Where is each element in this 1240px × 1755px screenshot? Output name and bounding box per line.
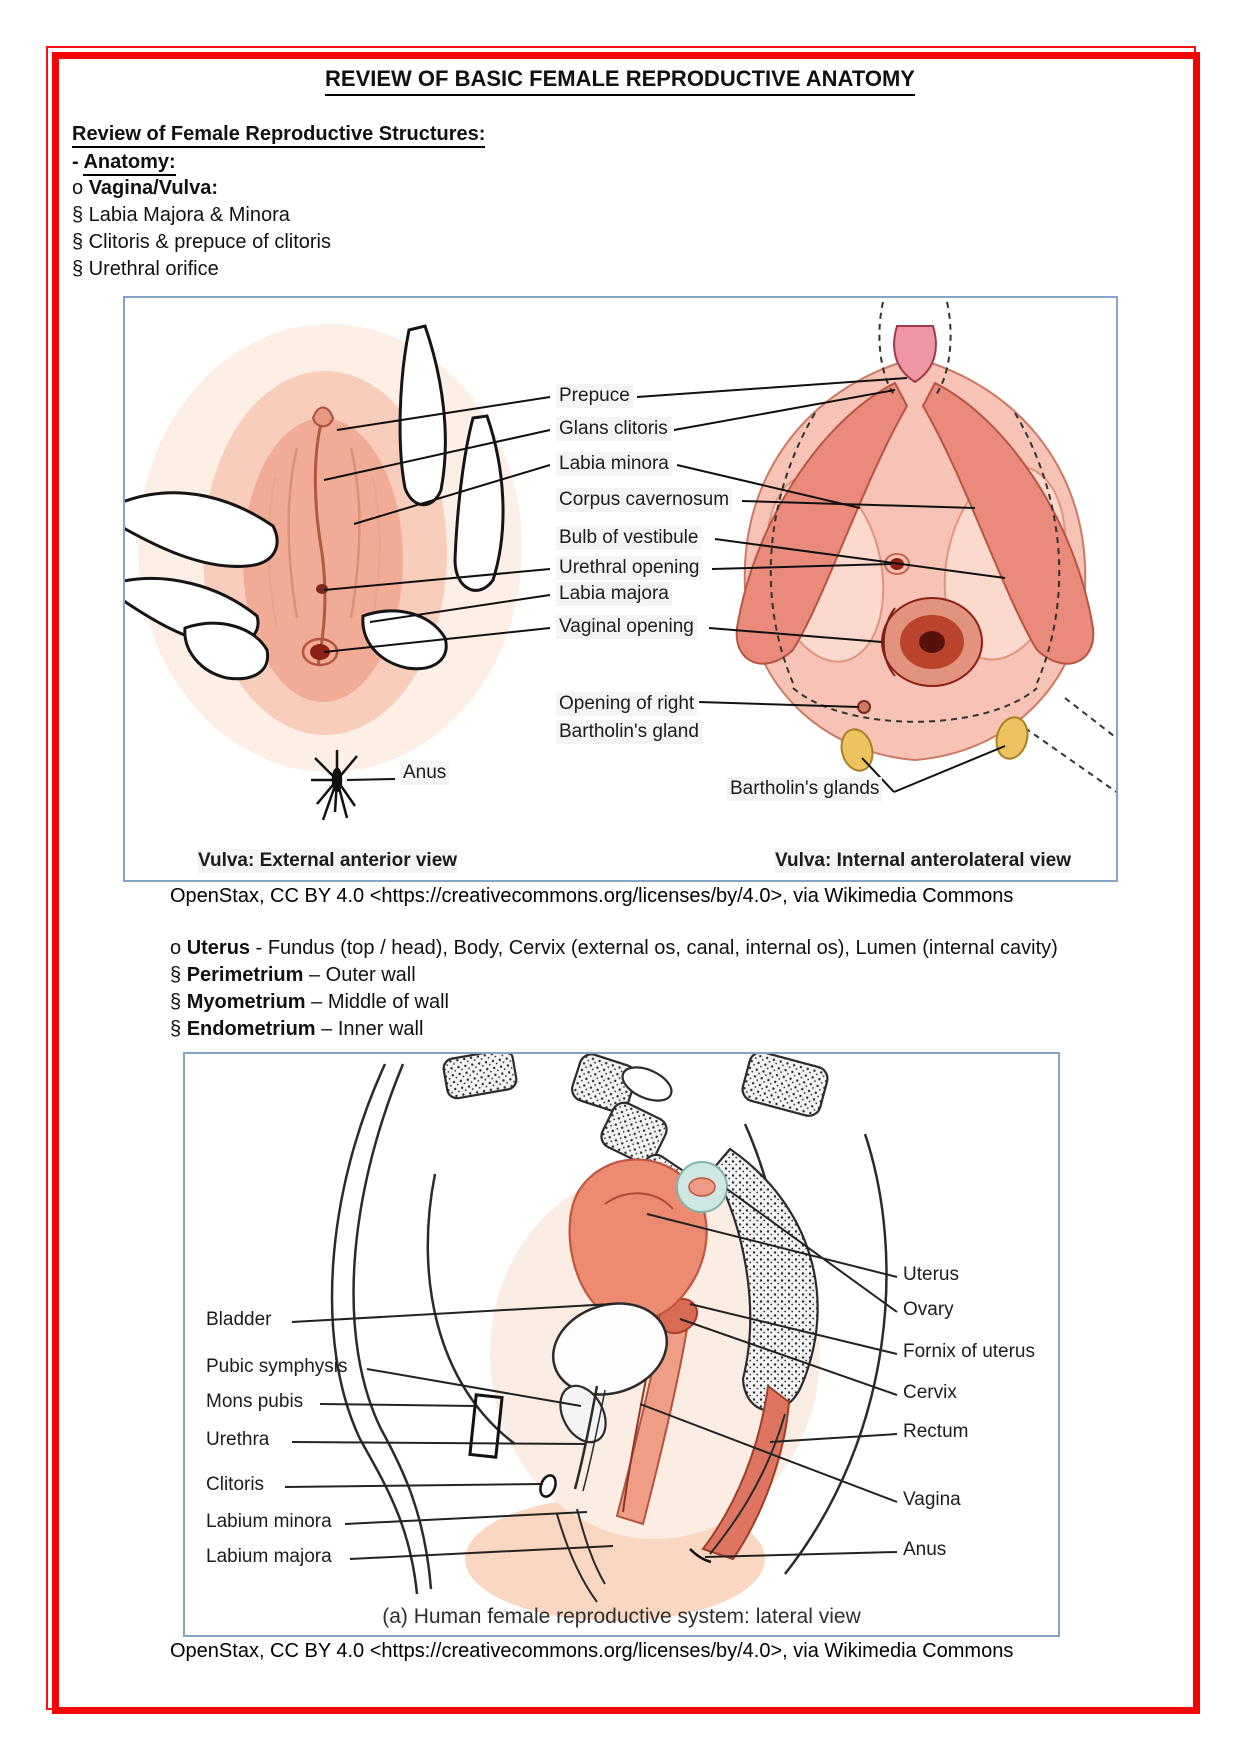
label-fornix-of-uterus: Fornix of uterus: [903, 1341, 1035, 1362]
label-bulb-of-vestibule: Bulb of vestibule: [556, 526, 701, 550]
caption-internal-view: Vulva: Internal anterolateral view: [775, 850, 1072, 871]
label-anus-lateral: Anus: [903, 1539, 947, 1560]
label-corpus-cavernosum: Corpus cavernosum: [556, 488, 732, 512]
caption-lateral-view: (a) Human female reproductive system: lateral view: [382, 1605, 861, 1628]
label-labia-majora: Labia majora: [556, 582, 672, 606]
uterus-line: o Uterus - Fundus (top / head), Body, Cervix (external os, canal, internal os), Lumen (internal cavity): [170, 937, 1058, 959]
caption-external-view: Vulva: External anterior view: [198, 850, 458, 871]
label-bladder: Bladder: [206, 1309, 272, 1330]
bullet-perimetrium: § Perimetrium – Outer wall: [170, 964, 416, 986]
bullet-endometrium: § Endometrium – Inner wall: [170, 1018, 424, 1040]
anatomy-line: - Anatomy:: [72, 150, 176, 175]
label-opening-bartholin-2: Bartholin's gland: [556, 720, 702, 744]
vulva-external-illustration: [125, 324, 522, 820]
label-ovary: Ovary: [903, 1299, 954, 1320]
label-urethral-opening: Urethral opening: [556, 556, 702, 580]
label-mons-pubis: Mons pubis: [206, 1391, 304, 1412]
label-pubic-symphysis: Pubic symphysis: [206, 1356, 348, 1377]
attribution-figure1: OpenStax, CC BY 4.0 <https://creativecommons.org/licenses/by/4.0>, via Wikimedia Commons: [170, 885, 1014, 907]
bullet-clitoris: § Clitoris & prepuce of clitoris: [72, 231, 331, 253]
pelvis-illustration: [332, 1054, 886, 1621]
bullet-urethral: § Urethral orifice: [72, 258, 219, 280]
label-prepuce: Prepuce: [556, 384, 633, 408]
label-labia-minora: Labia minora: [556, 452, 672, 476]
vulva-line: o Vagina/Vulva:: [72, 177, 218, 199]
bullet-labia: § Labia Majora & Minora: [72, 204, 290, 226]
label-vaginal-opening: Vaginal opening: [556, 615, 697, 639]
attribution-figure2: OpenStax, CC BY 4.0 <https://creativecommons.org/licenses/by/4.0>, via Wikimedia Commons: [170, 1640, 1014, 1662]
label-rectum: Rectum: [903, 1421, 969, 1442]
bullet-myometrium: § Myometrium – Middle of wall: [170, 991, 449, 1013]
section-heading: Review of Female Reproductive Structures:: [72, 122, 485, 147]
label-bartholins-glands: Bartholin's glands: [727, 777, 882, 801]
label-labium-minora: Labium minora: [206, 1511, 332, 1532]
label-anus: Anus: [400, 761, 449, 785]
page-title: REVIEW OF BASIC FEMALE REPRODUCTIVE ANATOMY: [0, 66, 1240, 96]
label-opening-bartholin-1: Opening of right: [556, 692, 697, 716]
label-cervix: Cervix: [903, 1382, 957, 1403]
label-glans-clitoris: Glans clitoris: [556, 417, 671, 441]
label-urethra: Urethra: [206, 1429, 270, 1450]
label-labium-majora: Labium majora: [206, 1546, 332, 1567]
label-uterus: Uterus: [903, 1264, 959, 1285]
label-vagina: Vagina: [903, 1489, 961, 1510]
label-clitoris: Clitoris: [206, 1474, 265, 1495]
